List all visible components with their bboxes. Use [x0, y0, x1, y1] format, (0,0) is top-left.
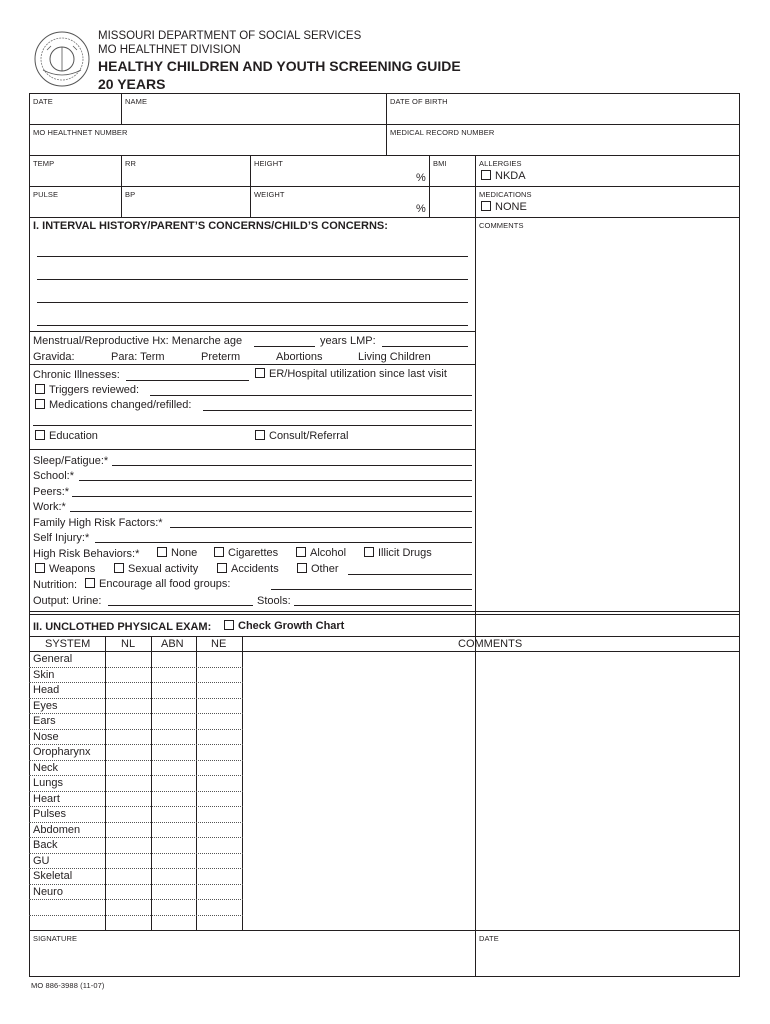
exam-row-divider	[29, 806, 243, 807]
checkbox-icon	[35, 563, 45, 573]
name-field[interactable]: NAME	[125, 97, 148, 106]
abortions-label: Abortions	[276, 351, 323, 363]
education-label: Education	[49, 430, 98, 442]
rr-field[interactable]: RR	[125, 159, 137, 168]
menarche-age-input[interactable]	[254, 346, 315, 347]
concerns-line-1[interactable]	[37, 256, 468, 257]
risk-accidents-label: Accidents	[231, 563, 279, 575]
date-field[interactable]: DATE	[33, 97, 53, 106]
exam-row-divider	[29, 915, 243, 916]
peers-label: Peers:*	[33, 486, 70, 498]
exam-row-divider	[29, 775, 243, 776]
menstrual-label: Menstrual/Reproductive Hx: Menarche age	[33, 335, 243, 347]
family-risk-label: Family High Risk Factors:*	[33, 517, 163, 529]
risk-behaviors-label: High Risk Behaviors:*	[33, 548, 140, 560]
exam-system-row: Skin	[33, 668, 55, 681]
division-name: MO HEALTHNET DIVISION	[98, 44, 241, 56]
exam-system-row: GU	[33, 854, 50, 867]
exam-system-row: Neck	[33, 761, 59, 774]
er-hospital-label: ER/Hospital utilization since last visit	[269, 368, 447, 380]
interval-history-heading: I. INTERVAL HISTORY/PARENT’S CONCERNS/CHILD’S CONCERNS:	[33, 220, 388, 232]
education-checkbox[interactable]	[35, 430, 98, 442]
exam-system-row: Neuro	[33, 885, 63, 898]
exam-system-row: Skeletal	[33, 870, 73, 882]
work-label: Work:*	[33, 501, 66, 513]
exam-system-row: Lungs	[33, 777, 63, 789]
weight-percent-label: %	[416, 203, 426, 215]
nkda-checkbox[interactable]	[481, 170, 526, 182]
risk-accidents-checkbox[interactable]	[217, 563, 279, 575]
exam-row-divider	[29, 853, 243, 854]
height-field[interactable]: HEIGHT	[254, 159, 283, 168]
dob-field[interactable]: DATE OF BIRTH	[390, 97, 448, 106]
chronic-illnesses-input[interactable]	[126, 380, 249, 381]
risk-other-input[interactable]	[348, 574, 472, 575]
work-input[interactable]	[70, 511, 472, 512]
col-comments-header: COMMENTS	[458, 638, 523, 650]
consult-referral-label: Consult/Referral	[269, 430, 349, 442]
years-lmp-label: years LMP:	[320, 335, 376, 347]
medications-changed-input[interactable]	[203, 410, 472, 411]
exam-row-divider	[29, 837, 243, 838]
risk-cigarettes-label: Cigarettes	[228, 547, 279, 559]
nutrition-label: Nutrition:	[33, 579, 78, 591]
checkbox-icon	[35, 384, 45, 394]
risk-sexual-checkbox[interactable]	[114, 563, 198, 575]
risk-weapons-label: Weapons	[49, 563, 96, 575]
weight-field[interactable]: WEIGHT	[254, 190, 285, 199]
checkbox-icon	[217, 563, 227, 573]
checkbox-icon	[157, 547, 167, 557]
none-label: NONE	[495, 201, 527, 213]
exam-row-divider	[29, 822, 243, 823]
checkbox-icon	[364, 547, 374, 557]
triggers-input[interactable]	[150, 395, 472, 396]
school-label: School:*	[33, 470, 74, 482]
col-ne-header: NE	[211, 638, 227, 650]
risk-sexual-label: Sexual activity	[128, 563, 199, 575]
exam-row-divider	[29, 884, 243, 885]
risk-cigarettes-checkbox[interactable]	[214, 547, 278, 559]
agency-name: MISSOURI DEPARTMENT OF SOCIAL SERVICES	[98, 30, 362, 42]
checkbox-icon	[296, 547, 306, 557]
growth-chart-label: Check Growth Chart	[238, 620, 345, 632]
risk-alcohol-checkbox[interactable]	[296, 547, 346, 559]
medications-none-checkbox[interactable]	[481, 201, 527, 213]
exam-row-divider	[29, 899, 243, 900]
mo-healthnet-number-field[interactable]: MO HEALTHNET NUMBER	[33, 128, 128, 137]
exam-row-divider	[29, 713, 243, 714]
lmp-input[interactable]	[382, 346, 468, 347]
exam-row-divider	[29, 791, 243, 792]
stools-label: Stools:	[257, 595, 291, 607]
growth-chart-checkbox[interactable]	[224, 620, 344, 632]
sleep-fatigue-label: Sleep/Fatigue:*	[33, 455, 109, 467]
concerns-line-3[interactable]	[37, 302, 468, 303]
risk-other-checkbox[interactable]	[297, 563, 339, 575]
living-children-label: Living Children	[358, 351, 431, 363]
checkbox-icon	[224, 620, 234, 630]
output-urine-label: Output: Urine:	[33, 595, 102, 607]
risk-none-label: None	[171, 547, 198, 559]
medications-extra-line[interactable]	[33, 425, 472, 426]
exam-row-divider	[29, 729, 243, 730]
exam-system-row: Heart	[33, 792, 60, 805]
peers-input[interactable]	[72, 496, 472, 497]
checkbox-icon	[214, 547, 224, 557]
nkda-label: NKDA	[495, 170, 526, 182]
checkbox-icon	[255, 368, 265, 378]
form-number: MO 886-3988 (11-07)	[31, 981, 105, 990]
temp-field[interactable]: TEMP	[33, 159, 55, 168]
risk-illicit-checkbox[interactable]	[364, 547, 432, 559]
exam-system-row: Ears	[33, 715, 56, 727]
risk-none-checkbox[interactable]	[157, 547, 197, 559]
checkbox-icon	[481, 170, 491, 180]
encourage-food-label: Encourage all food groups:	[99, 578, 231, 590]
signature-field[interactable]: SIGNATURE	[33, 934, 78, 943]
self-injury-input[interactable]	[95, 542, 472, 543]
form-subtitle: 20 YEARS	[98, 76, 166, 92]
form-title: HEALTHY CHILDREN AND YOUTH SCREENING GUIDE	[98, 58, 461, 74]
exam-row-divider	[29, 760, 243, 761]
urine-input[interactable]	[108, 605, 253, 606]
checkbox-icon	[35, 399, 45, 409]
checkbox-icon	[481, 201, 491, 211]
medications-label: MEDICATIONS	[479, 190, 532, 199]
pulse-field[interactable]: PULSE	[33, 190, 59, 199]
self-injury-label: Self Injury:*	[33, 532, 90, 544]
checkbox-icon	[297, 563, 307, 573]
state-seal-icon	[33, 30, 91, 88]
exam-system-row: Nose	[33, 730, 59, 743]
exam-system-row: Pulses	[33, 808, 67, 820]
bmi-field[interactable]: BMI	[433, 159, 447, 168]
preterm-label: Preterm	[201, 351, 241, 363]
physical-exam-heading: II. UNCLOTHED PHYSICAL EXAM:	[33, 621, 212, 633]
concerns-line-2[interactable]	[37, 279, 468, 280]
exam-system-row: Eyes	[33, 699, 58, 712]
checkbox-icon	[255, 430, 265, 440]
exam-system-row: Head	[33, 684, 60, 696]
para-term-label: Para: Term	[111, 351, 165, 363]
exam-row-divider	[29, 698, 243, 699]
triggers-label: Triggers reviewed:	[49, 384, 140, 396]
comments-label: COMMENTS	[479, 221, 524, 230]
consult-referral-checkbox[interactable]	[255, 430, 348, 442]
encourage-food-checkbox[interactable]	[85, 578, 230, 590]
checkbox-icon	[114, 563, 124, 573]
risk-other-label: Other	[311, 563, 339, 575]
risk-illicit-label: Illicit Drugs	[378, 547, 432, 559]
school-input[interactable]	[79, 480, 472, 481]
exam-row-divider	[29, 682, 243, 683]
nutrition-input[interactable]	[271, 589, 472, 590]
chronic-illnesses-label: Chronic Illnesses:	[33, 369, 120, 381]
bp-field[interactable]: BP	[125, 190, 136, 199]
risk-alcohol-label: Alcohol	[310, 547, 347, 559]
exam-row-divider	[29, 744, 243, 745]
medications-changed-label: Medications changed/refilled:	[49, 399, 192, 411]
concerns-line-4[interactable]	[37, 325, 468, 326]
exam-row-divider	[29, 667, 243, 668]
exam-system-row: Back	[33, 839, 58, 851]
col-nl-header: NL	[121, 638, 136, 650]
exam-row-divider	[29, 868, 243, 869]
family-risk-input[interactable]	[170, 527, 472, 528]
medications-changed-checkbox[interactable]	[35, 399, 191, 411]
stools-input[interactable]	[294, 605, 472, 606]
gravida-label: Gravida:	[33, 351, 75, 363]
risk-weapons-checkbox[interactable]	[35, 563, 95, 575]
triggers-checkbox[interactable]	[35, 384, 139, 396]
sleep-fatigue-input[interactable]	[112, 465, 472, 466]
col-abn-header: ABN	[161, 638, 184, 650]
exam-system-row: General	[33, 653, 73, 665]
height-percent-label: %	[416, 172, 426, 184]
signature-date-field[interactable]: DATE	[479, 934, 499, 943]
checkbox-icon	[85, 578, 95, 588]
exam-system-row: Oropharynx	[33, 746, 91, 758]
er-hospital-checkbox[interactable]	[255, 368, 447, 380]
medical-record-number-field[interactable]: MEDICAL RECORD NUMBER	[390, 128, 495, 137]
col-system-header: SYSTEM	[45, 638, 91, 650]
allergies-label: ALLERGIES	[479, 159, 522, 168]
exam-system-row: Abdomen	[33, 823, 81, 836]
checkbox-icon	[35, 430, 45, 440]
